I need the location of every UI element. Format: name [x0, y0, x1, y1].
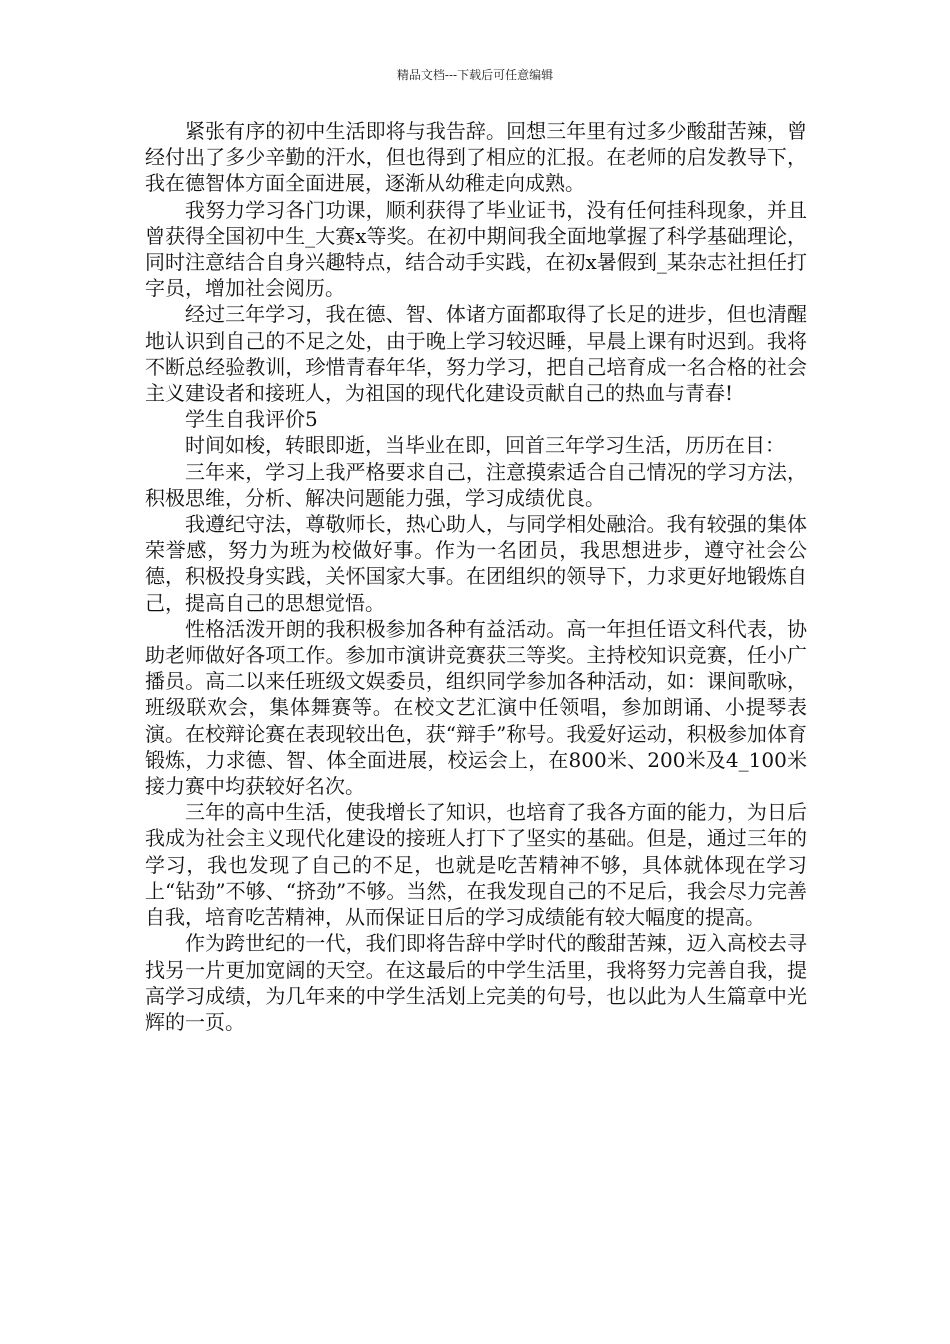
paragraph: 作为跨世纪的一代，我们即将告辞中学时代的酸甜苦辣，迈入高校去寻找另一片更加宽阔的天空。在这最后的中学生活里，我将努力完善自我，提高学习成绩，为几年来的中学生活划上完美的句号，也以此为人生篇章中光辉的一页。 — [145, 931, 807, 1034]
paragraph: 我遵纪守法，尊敬师长，热心助人，与同学相处融洽。我有较强的集体荣誉感，努力为班为校做好事。作为一名团员，我思想进步，遵守社会公德，积极投身实践，关怀国家大事。在团组织的领导下，力求更好地锻炼自己，提高自己的思想觉悟。 — [145, 512, 807, 615]
document-body — [145, 118, 807, 1035]
paragraph: 时间如梭，转眼即逝，当毕业在即，回首三年学习生活，历历在目： — [185, 433, 785, 458]
paragraph: 性格活泼开朗的我积极参加各种有益活动。高一年担任语文科代表，协助老师做好各项工作。参加市演讲竞赛获三等奖。主持校知识竞赛，任小广播员。高二以来任班级文娱委员，组织同学参加各种活动，如：课间歌咏，班级联欢会，集体舞赛等。在校文艺汇演中任领唱，参加朗诵、小提琴表演。在校辩论赛在表现较出色，获“辩手”称号。我爱好运动，积极参加体育锻炼，力求德、智、体全面进展，校运会上，在800米、200米及4_100米接力赛中均获较好名次。 — [145, 616, 807, 799]
page-header: 精品文档---下载后可任意编辑 — [396, 68, 554, 82]
paragraph: 三年的高中生活，使我增长了知识，也培育了我各方面的能力，为日后我成为社会主义现代化建设的接班人打下了坚实的基础。但是，通过三年的学习，我也发现了自己的不足，也就是吃苦精神不够，具体就体现在学习上“钻劲”不够、“挤劲”不够。当然，在我发现自己的不足后，我会尽力完善自我，培育吃苦精神，从而保证日后的学习成绩能有较大幅度的提高。 — [145, 800, 807, 930]
paragraph: 我努力学习各门功课，顺利获得了毕业证书，没有任何挂科现象，并且曾获得全国初中生_大赛x等奖。在初中期间我全面地掌握了科学基础理论，同时注意结合自身兴趣特点，结合动手实践，在初x暑假到_某杂志社担任打字员，增加社会阅历。 — [145, 197, 807, 301]
section-heading: 学生自我评价5 — [185, 407, 318, 432]
paragraph: 紧张有序的初中生活即将与我告辞。回想三年里有过多少酸甜苦辣，曾经付出了多少辛勤的汗水，但也得到了相应的汇报。在老师的启发教导下，我在德智体方面全面进展，逐渐从幼稚走向成熟。 — [145, 119, 807, 196]
paragraph: 经过三年学习，我在德、智、体诸方面都取得了长足的进步，但也清醒地认识到自己的不足之处，由于晚上学习较迟睡，早晨上课有时迟到。我将不断总经验教训，珍惜青春年华，努力学习，把自己培育成一名合格的社会主义建设者和接班人，为祖国的现代化建设贡献自己的热血与青春! — [145, 302, 807, 406]
paragraph: 三年来，学习上我严格要求自己，注意摸索适合自己情况的学习方法，积极思维，分析、解决问题能力强，学习成绩优良。 — [145, 459, 807, 510]
